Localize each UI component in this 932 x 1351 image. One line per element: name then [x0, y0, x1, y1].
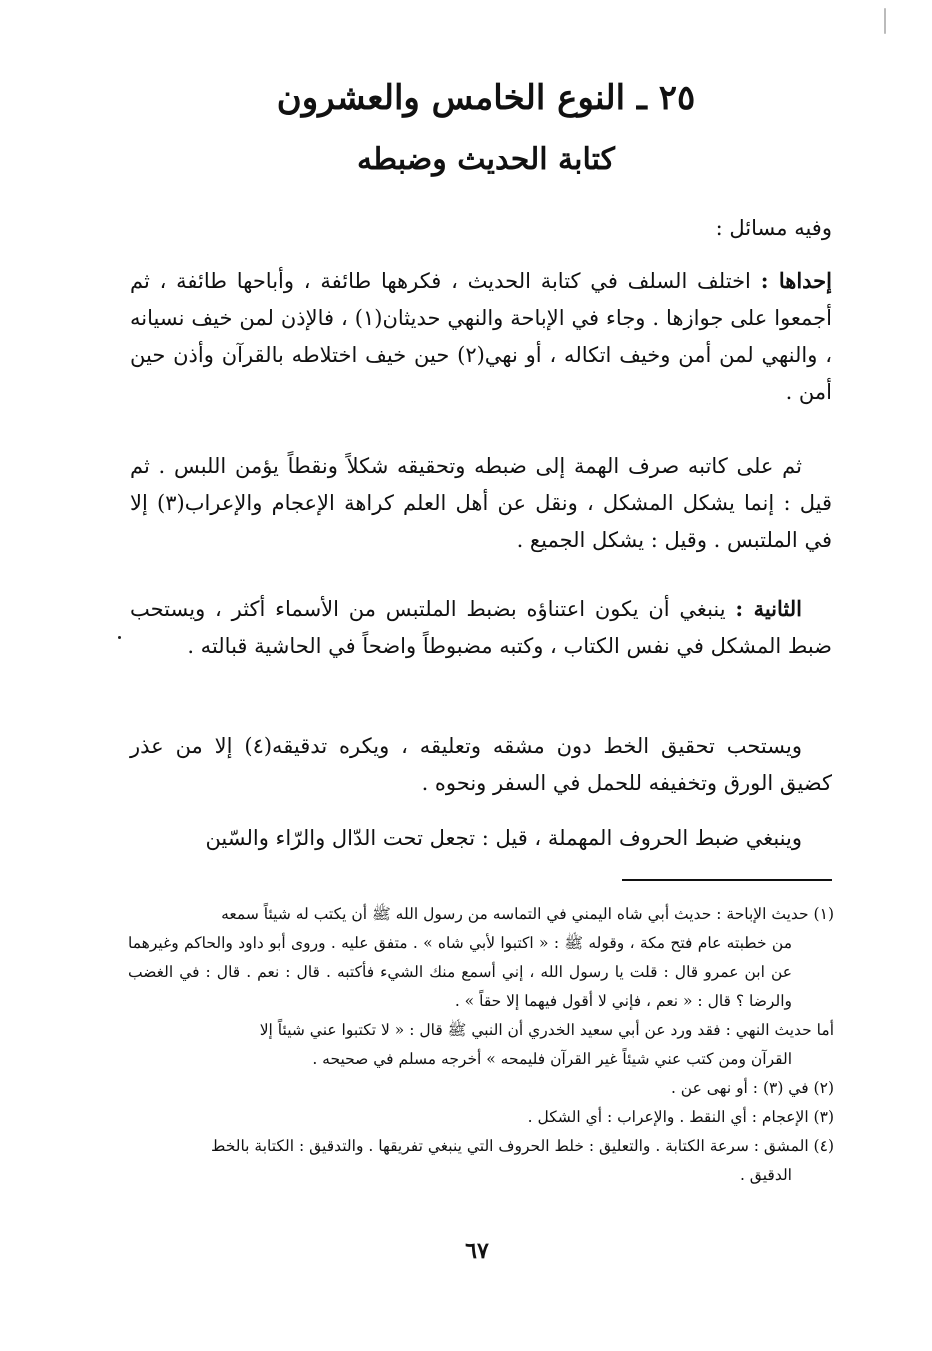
footnote-1-line-1: (١) حديث الإباحة : حديث أبي شاه اليمني في التماسه من رسول الله ﷺ أن يكتب له شيئاً سمعه: [221, 905, 834, 923]
paragraph-first-issue: [130, 262, 832, 411]
chapter-title: ٢٥ ـ النوع الخامس والعشرون: [276, 78, 696, 118]
intro-line: [130, 210, 832, 247]
paragraph-vocalization: [130, 448, 832, 559]
scan-edge-mark: [884, 8, 886, 34]
paragraph-second-issue: [130, 590, 832, 665]
footnote-4-line-1: (٤) المشق : سرعة الكتابة . والتعليق : خلط الحروف التي ينبغي تفريقها . والتدقيق : الكتابة بالخط: [211, 1137, 834, 1155]
paragraph-text: ويستحب تحقيق الخط دون مشقه وتعليقه ، ويكره تدقيقه(٤) إلا من عذر كضيق الورق وتخفيفه للحمل في السفر ونحوه .: [130, 734, 832, 795]
footnote-1-line-3: أما حديث النهي : فقد ورد عن أبي سعيد الخدري أن النبي ﷺ قال : « لا تكتبوا عني شيئاً إلا: [259, 1021, 834, 1039]
page-number: ٦٧: [465, 1238, 489, 1264]
paragraph-handwriting: [130, 728, 832, 802]
chapter-subtitle: كتابة الحديث وضبطه: [357, 142, 615, 177]
scan-speck: [118, 636, 121, 639]
issue-text: اختلف السلف في كتابة الحديث ، فكرهها طائفة ، وأباحها طائفة ، ثم أجمعوا على جوازها . وجاء في الإباحة والنهي حديثان(١) ، فالإذن لمن خيف نسيانه ، والنهي لمن أمن وخيف اتكاله ، أو نهي(٢) حين خيف اختلاطه بالقرآن وأذن حين أمن .: [130, 269, 833, 404]
intro-text: وفيه مسائل :: [715, 216, 832, 240]
issue-label: الثانية :: [735, 596, 802, 621]
footnotes: [128, 900, 834, 1190]
paragraph-unpointed-letters: [130, 820, 832, 857]
issue-text: ينبغي أن يكون اعتناؤه بضبط الملتبس من الأسماء أكثر ، ويستحب ضبط المشكل في نفس الكتاب ، وكتبه مضبوطاً واضحاً في الحاشية قبالته .: [130, 597, 832, 658]
issue-label: إحداها :: [760, 268, 832, 293]
paragraph-text: ثم على كاتبه صرف الهمة إلى ضبطه وتحقيقه شكلاً ونقطاً يؤمن اللبس . ثم قيل : إنما يشكل المشكل ، ونقل عن أهل العلم كراهة الإعجام والإعراب(٣) إلا في الملتبس . وقيل : يشكل الجميع .: [130, 454, 832, 552]
footnote-divider: [622, 879, 832, 881]
paragraph-text: [130, 590, 832, 665]
footnote-1: [128, 900, 834, 1016]
footnote-1-continuation: [128, 1016, 834, 1074]
footnote-4: [128, 1132, 834, 1190]
paragraph-text: [130, 262, 832, 411]
footnote-3: (٣) الإعجام : أي النقط . والإعراب : أي الشكل .: [527, 1108, 834, 1126]
footnote-2: (٢) في (٣) : أو نهى عن .: [670, 1079, 834, 1097]
footnote-1-line-2: من خطبته عام فتح مكة ، وقوله ﷺ : « اكتبوا لأبي شاه » . متفق عليه . وروى أبو داود والحاكم وغيرهما عن ابن عمرو قال : قلت يا رسول الله ، إني أسمع منك الشيء فأكتبه . قال : نعم . قال : في الغضب والرضا ؟ قال : « نعم ، فإني لا أقول فيهما إلا حقاً » .: [128, 934, 792, 1010]
paragraph-text: وينبغي ضبط الحروف المهملة ، قيل : تجعل تحت الدّال والرّاء والسّين: [205, 826, 802, 850]
footnote-4-line-2: الدقيق .: [739, 1166, 792, 1184]
footnote-1-line-4: القرآن ومن كتب عني شيئاً غير القرآن فليمحه » أخرجه مسلم في صحيحه .: [312, 1050, 792, 1068]
